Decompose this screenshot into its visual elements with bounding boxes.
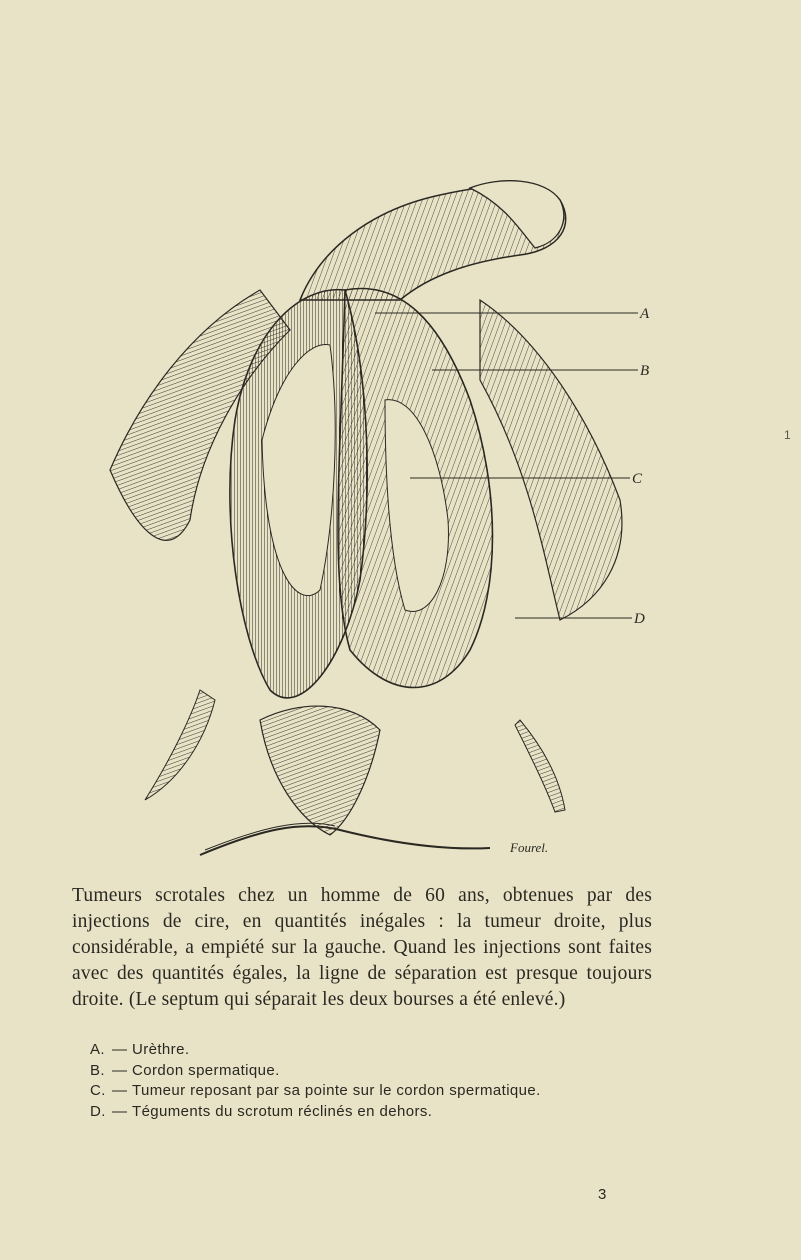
figure-caption xyxy=(72,883,652,1013)
legend-dash: — xyxy=(112,1041,128,1058)
legend-key: B. xyxy=(90,1061,105,1079)
caption-text: Tumeurs scrotales chez un homme de 60 ans, obtenues par des injections de cire, en quantités inégales : la tumeur droite, plus considérable, a empiété sur la gauche. Quand les injections sont faites avec des quantités égales, la ligne de séparation est presque toujours droite. (Le septum qui séparait les deux bourses a été enlevé.) xyxy=(72,885,652,1010)
legend-item xyxy=(90,1061,650,1082)
margin-mark: 1 xyxy=(784,428,791,442)
legend-text: Urèthre. xyxy=(132,1041,190,1058)
artist-signature: Fourel. xyxy=(510,840,549,855)
label-d: D xyxy=(634,611,645,627)
legend-key: C. xyxy=(90,1082,106,1099)
legend-dash: — xyxy=(112,1061,128,1079)
label-b: B xyxy=(640,363,650,379)
legend-key: A. xyxy=(90,1041,105,1058)
legend-text: Téguments du scrotum réclinés en dehors. xyxy=(132,1102,433,1120)
legend-dash: — xyxy=(112,1102,128,1120)
figure-legend xyxy=(90,1040,650,1122)
legend-dash: — xyxy=(112,1082,128,1099)
page-number: 3 xyxy=(598,1186,607,1203)
legend-item xyxy=(90,1102,650,1123)
legend-key: D. xyxy=(90,1102,106,1120)
label-a: A xyxy=(640,306,650,322)
legend-item xyxy=(90,1040,650,1061)
penis-shape xyxy=(300,181,566,300)
legend-item xyxy=(90,1081,650,1102)
perineum-shape xyxy=(200,706,490,855)
label-c: C xyxy=(632,471,643,487)
right-tumour xyxy=(338,288,492,687)
legend-text: Cordon spermatique. xyxy=(132,1061,280,1079)
legend-text: Tumeur reposant par sa pointe sur le cordon spermatique. xyxy=(132,1082,541,1099)
